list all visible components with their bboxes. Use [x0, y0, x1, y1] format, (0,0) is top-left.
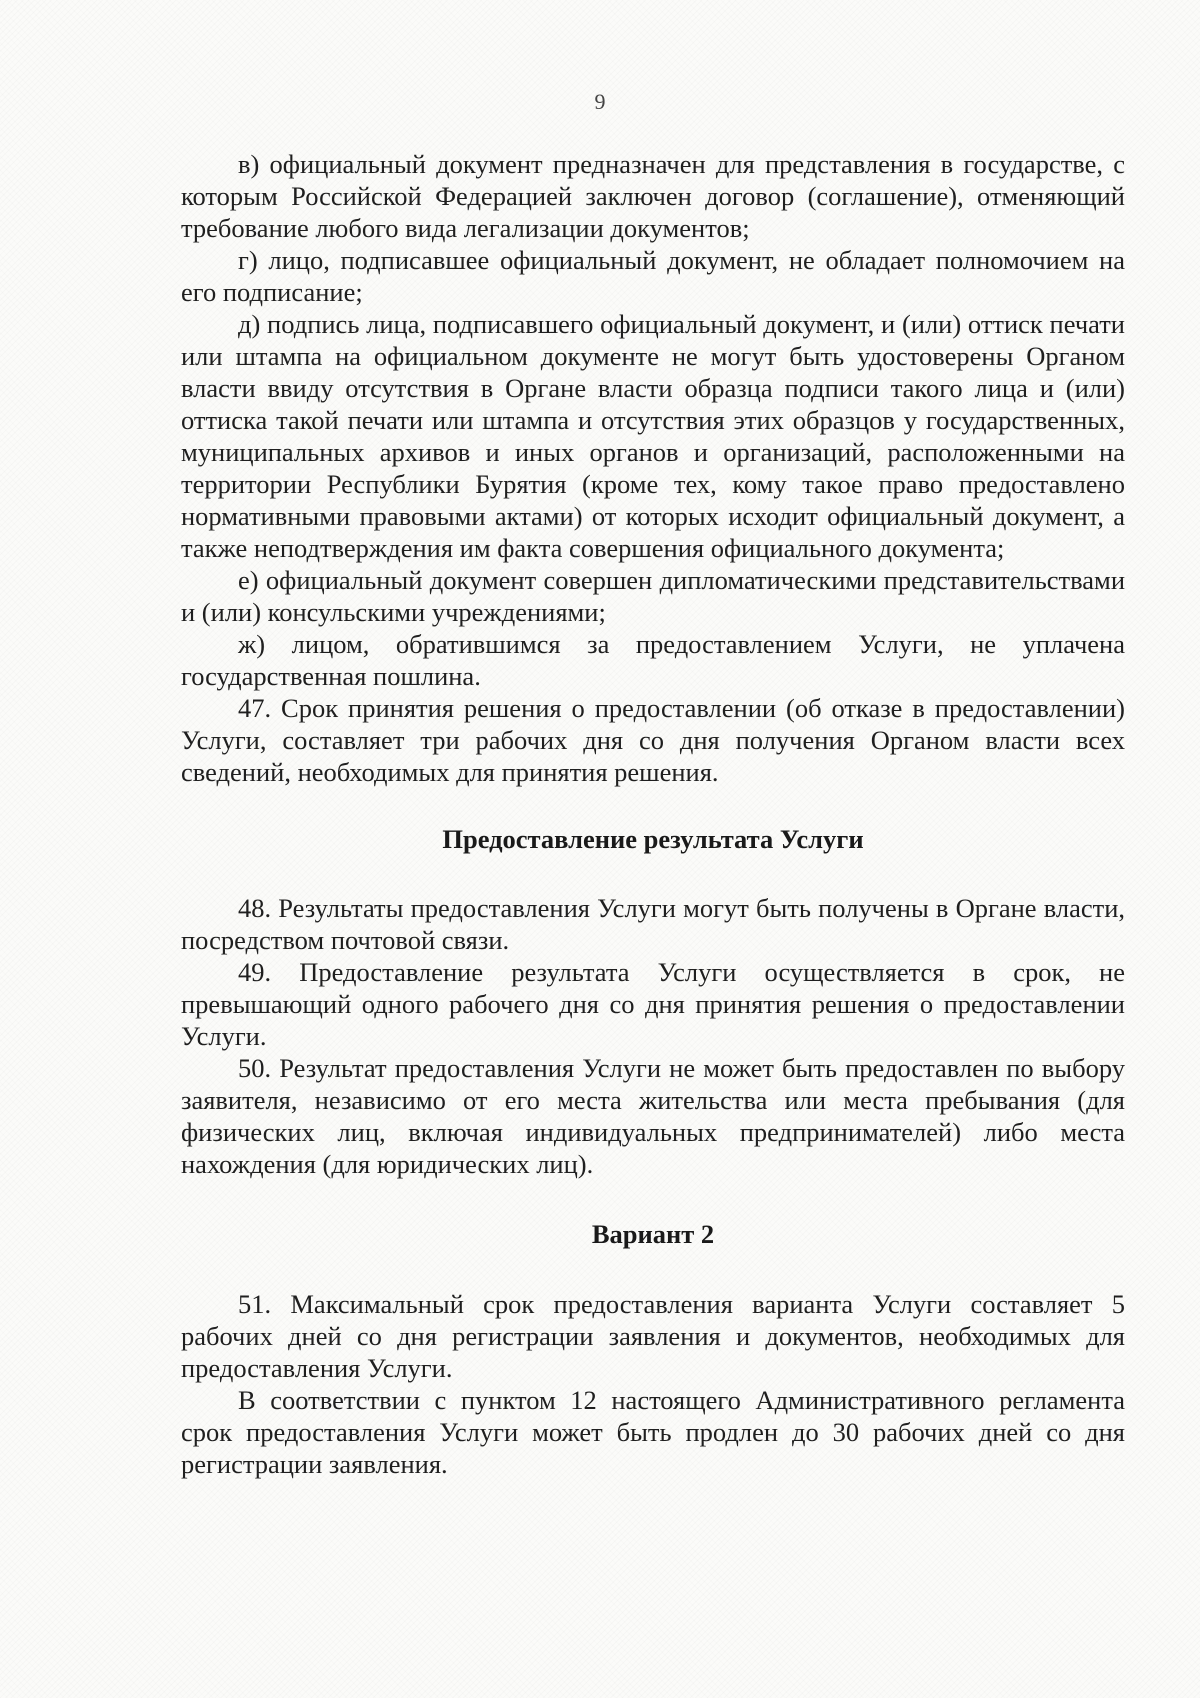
section-heading-result: Предоставление результата Услуги [442, 824, 864, 854]
paragraph-51: 51. Максимальный срок предоставления варианта Услуги составляет 5 рабочих дней со дня регистрации заявления и документов, необходимых для предоставления Услуги. [181, 1289, 1125, 1383]
paragraph-d: д) подпись лица, подписавшего официальный документ, и (или) оттиск печати или штампа на официальном документе не могут быть удостоверены Органом власти ввиду отсутствия в Органе власти образца подписи такого лица и (или) оттиска такой печати или штампа и отсутствия этих образцов у государственных, муниципальных архивов и иных органов и организаций, расположенными на территории Республики Бурятия (кроме тех, кому такое право предоставлено нормативными правовыми актами) от которых исходит официальный документ, а также неподтверждения им факта совершения официального документа; [181, 309, 1125, 563]
paragraph-49: 49. Предоставление результата Услуги осуществляется в срок, не превышающий одного рабочего дня со дня принятия решения о предоставлении Услуги. [181, 957, 1125, 1051]
section-heading-variant-2: Вариант 2 [591, 1219, 715, 1249]
paragraph-47: 47. Срок принятия решения о предоставлении (об отказе в предоставлении) Услуги, составляет три рабочих дня со дня получения Органом власти всех сведений, необходимых для принятия решения. [181, 693, 1125, 787]
document-body [181, 148, 1125, 1480]
paragraph-v: в) официальный документ предназначен для представления в государстве, с которым Российской Федерацией заключен договор (соглашение), отменяющий требование любого вида легализации документов; [181, 149, 1125, 243]
paragraph-48: 48. Результаты предоставления Услуги могут быть получены в Органе власти, посредством почтовой связи. [181, 893, 1125, 955]
paragraph-e: е) официальный документ совершен дипломатическими представительствами и (или) консульскими учреждениями; [181, 565, 1125, 627]
paragraph-50: 50. Результат предоставления Услуги не может быть предоставлен по выбору заявителя, независимо от его места жительства или места пребывания (для физических лиц, включая индивидуальных предпринимателей) либо места нахождения (для юридических лиц). [181, 1053, 1125, 1179]
page-number: 9 [594, 89, 606, 114]
paragraph-zh: ж) лицом, обратившимся за предоставлением Услуги, не уплачена государственная пошлина. [181, 629, 1125, 691]
paragraph-g: г) лицо, подписавшее официальный документ, не обладает полномочием на его подписание; [181, 245, 1125, 307]
paragraph-extension: В соответствии с пунктом 12 настоящего Административного регламента срок предоставления Услуги может быть продлен до 30 рабочих дней со дня регистрации заявления. [181, 1385, 1125, 1479]
